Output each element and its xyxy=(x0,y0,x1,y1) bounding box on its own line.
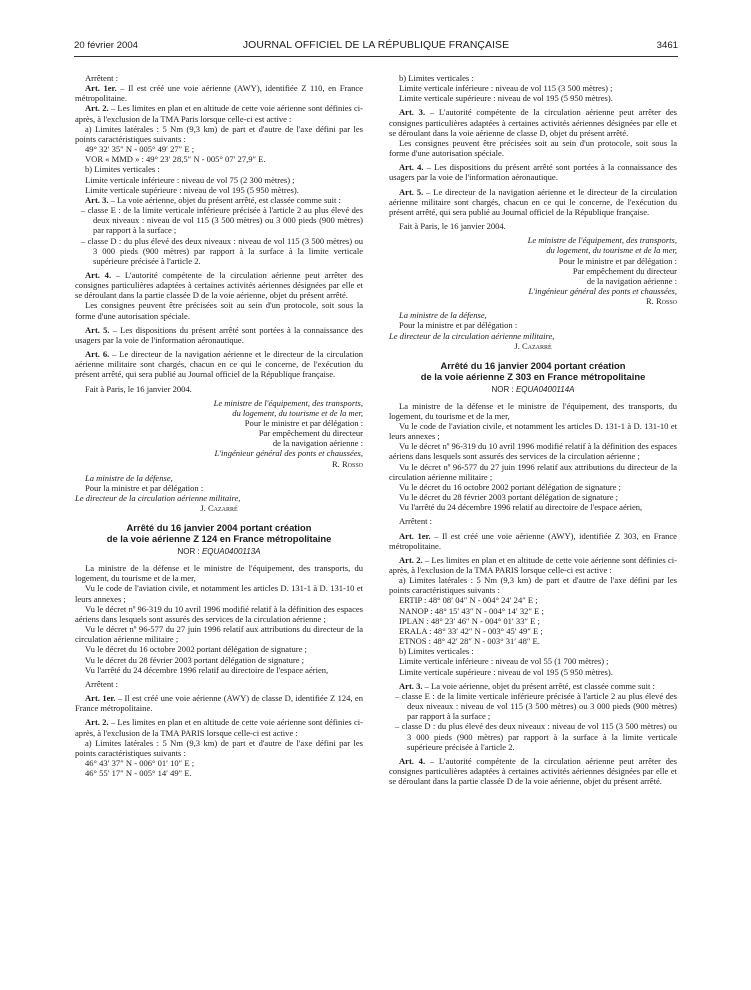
right-para-0 xyxy=(389,73,677,83)
right-para-18 xyxy=(389,341,677,351)
right-para-24 xyxy=(389,441,677,461)
article-label: Art. 1er. xyxy=(399,530,431,541)
left-para-22 xyxy=(75,448,363,458)
para-text: a) Limites latérales : 5 Nm (9,3 km) de part et d'autre de l'axe défini par les points caractéristiques suivants : xyxy=(75,123,363,144)
para-text: Arrêtent : xyxy=(399,516,432,527)
left-para-17 xyxy=(75,398,363,408)
left-para-25 xyxy=(75,483,363,493)
para-text: J. Cazarré xyxy=(514,340,552,351)
para-text: – Les limites en plan et en altitude de cette voie aérienne sont définies ci-après, à l'exclusion de la TMA Paris lorsque celle-ci est active : xyxy=(75,103,363,124)
para-text: 46° 55′ 17″ N - 005° 14′ 49″ E. xyxy=(85,768,192,779)
left-para-39 xyxy=(75,693,363,713)
article-label: Art. 5. xyxy=(85,324,110,335)
article-label: Art. 4. xyxy=(399,162,424,173)
article-label: Art. 4. xyxy=(85,269,112,280)
para-text: – Il est créé une voie aérienne (AWY), identifiée Z 303, en France métropolitaine. xyxy=(389,530,677,551)
para-text: Pour le ministre et par délégation : xyxy=(244,418,363,428)
left-para-23 xyxy=(75,459,363,469)
right-para-10 xyxy=(389,256,677,266)
right-para-34 xyxy=(389,606,677,616)
para-text: Pour le ministre et par délégation : xyxy=(558,255,677,266)
para-text: La ministre de la défense, xyxy=(399,310,487,321)
para-text: du logement, du tourisme et de la mer, xyxy=(546,245,677,256)
para-text: Fait à Paris, le 16 janvier 2004. xyxy=(85,383,192,394)
right-para-25 xyxy=(389,462,677,482)
right-para-35 xyxy=(389,616,677,626)
right-para-32 xyxy=(389,575,677,595)
left-para-15 xyxy=(75,349,363,379)
right-para-5 xyxy=(389,162,677,182)
right-para-30 xyxy=(389,531,677,551)
para-text: La ministre de la défense, xyxy=(85,472,173,483)
para-text: NOR : xyxy=(491,384,516,394)
para-text: de la navigation aérienne : xyxy=(586,275,677,286)
right-para-37 xyxy=(389,636,677,646)
para-text: J. Cazarré xyxy=(200,503,238,514)
left-para-31 xyxy=(75,563,363,583)
left-para-37 xyxy=(75,665,363,675)
left-para-13 xyxy=(75,300,363,320)
right-para-8 xyxy=(389,235,677,245)
para-text: – La voie aérienne, objet du présent arrêté, est classée comme suit : xyxy=(422,680,655,691)
para-text: Vu l'arrêté du 24 décembre 1996 relatif au directoire de l'espace aérien, xyxy=(85,664,329,675)
right-para-6 xyxy=(389,187,677,217)
journal-title: JOURNAL OFFICIEL DE LA RÉPUBLIQUE FRANÇAISE xyxy=(242,40,510,51)
para-text: Les consignes peuvent être précisées soit au sein d'un protocole, soit sous la forme d'une autorisation spéciale. xyxy=(389,137,677,159)
para-text: Vu le décret du 16 octobre 2002 portant délégation de signature ; xyxy=(399,481,621,492)
left-para-14 xyxy=(75,325,363,345)
article-label: Art. 1er. xyxy=(85,693,116,704)
para-text: – classe E : de la limite verticale inférieure précisée à l'article 2 au plus élevé des deux niveaux : niveau de vol 115 (3 500 mètres) ou 3 000 pieds (900 mètres) par rapport à la surface ; xyxy=(81,205,363,236)
para-text: Les consignes peuvent être précisées soit au sein d'un protocole, soit sous la forme d'une autorisation spéciale. xyxy=(75,300,363,321)
issue-date: 20 février 2004 xyxy=(74,40,138,51)
article-label: Art. 3. xyxy=(399,107,426,118)
right-para-44 xyxy=(389,756,677,786)
right-para-12 xyxy=(389,276,677,286)
left-para-2 xyxy=(75,103,363,123)
para-text: VOR « MMD » : 49° 23′ 28,5″ N - 005° 07′ 27,9″ E. xyxy=(85,154,266,165)
left-para-27 xyxy=(75,503,363,513)
para-text: ERTIP : 48° 08′ 04″ N - 004° 24′ 24″ E ; xyxy=(399,595,538,606)
para-text: La ministre de la défense et le ministre de l'équipement, des transports, du logement, du tourisme et de la mer, xyxy=(389,400,677,421)
para-text: NANOP : 48° 15′ 43″ N - 004° 14′ 32″ E ; xyxy=(399,605,544,616)
right-para-9 xyxy=(389,245,677,255)
left-para-5 xyxy=(75,154,363,164)
left-para-38 xyxy=(75,679,363,689)
left-para-3 xyxy=(75,124,363,144)
right-para-40 xyxy=(389,667,677,677)
right-para-4 xyxy=(389,138,677,158)
left-para-35 xyxy=(75,644,363,654)
left-para-8 xyxy=(75,185,363,195)
para-text: Limite verticale inférieure : niveau de vol 55 (1 700 mètres) ; xyxy=(399,656,609,667)
para-text: R. Rosso xyxy=(645,296,677,307)
para-text: NOR : xyxy=(177,547,202,556)
para-text: a) Limites latérales : 5 Nm (9,3 km) de part et d'autre de l'axe défini par les points caractéristiques suivants : xyxy=(389,575,677,596)
left-para-21 xyxy=(75,438,363,448)
left-para-42 xyxy=(75,758,363,768)
para-text: Limite verticale inférieure : niveau de vol 75 (2 300 mètres) ; xyxy=(85,174,295,185)
para-text: Le directeur de la circulation aérienne militaire, xyxy=(389,330,555,341)
left-para-9 xyxy=(75,195,363,205)
para-text: – L'autorité compétente de la circulation aérienne peut arrêter des consignes particulières adaptées à certaines activités aériennes désignées par elle et se déroulant dans la voie aérienne de classe D, objet du présent arrêté. xyxy=(389,107,677,138)
right-para-14 xyxy=(389,296,677,306)
right-para-26 xyxy=(389,482,677,492)
right-para-27 xyxy=(389,492,677,502)
left-para-26 xyxy=(75,493,363,503)
para-text: – Les dispositions du présent arrêté sont portées à la connaissance des usagers par la voie de l'information aéronautique. xyxy=(75,324,363,345)
left-para-0 xyxy=(75,73,363,83)
right-para-13 xyxy=(389,286,677,296)
para-text: Limite verticale supérieure : niveau de vol 195 (5 950 mètres). xyxy=(399,93,613,104)
right-para-36 xyxy=(389,626,677,636)
right-para-21: NOR : EQUA0400114A xyxy=(491,384,575,394)
para-text: – Le directeur de la navigation aérienne et le directeur de la circulation aérienne militaire sont chargés, chacun en ce qui le concerne, de l'exécution du présent arrêté, qui sera publié au Journal officiel de la République française. xyxy=(75,349,363,380)
para-text: IPLAN : 48° 23′ 46″ N - 004° 01′ 33″ E ; xyxy=(399,615,540,626)
para-text: Pour la ministre et par délégation : xyxy=(399,320,518,331)
para-text: – classe D : du plus élevé des deux niveaux : niveau de vol 115 (3 500 mètres) ou 3 000 pieds (900 mètres) par rapport à la surface à la limite verticale supérieure précisée à l'article 2. xyxy=(395,721,677,752)
right-para-2 xyxy=(389,93,677,103)
para-text: 49° 32′ 35″ N - 005° 49′ 27″ E ; xyxy=(85,144,195,155)
para-text: – classe E : de la limite verticale inférieure précisée à l'article 2 au plus élevé des deux niveaux : niveau de vol 115 (3 500 mètres) ou 3 000 pieds (900 mètres) par rapport à la surface ; xyxy=(395,690,677,722)
para-text: Fait à Paris, le 16 janvier 2004. xyxy=(399,221,506,232)
left-para-18 xyxy=(75,408,363,418)
article-label: Art. 2. xyxy=(399,554,423,565)
left-para-7 xyxy=(75,175,363,185)
left-para-4 xyxy=(75,144,363,154)
para-text: Vu le décret nº 96-319 du 10 avril 1996 modifié relatif à la définition des espaces aériens dans lesquels sont assurés des services de la circulation aérienne ; xyxy=(389,441,677,462)
para-text: Pour la ministre et par délégation : xyxy=(85,482,204,493)
article-label: Art. 1er. xyxy=(85,83,117,94)
left-para-36 xyxy=(75,655,363,665)
left-para-34 xyxy=(75,624,363,644)
right-para-28 xyxy=(389,502,677,512)
para-text: L'ingénieur général des ponts et chaussées, xyxy=(214,448,363,459)
left-para-6 xyxy=(75,164,363,174)
para-text: Arrêté du 16 janvier 2004 portant création xyxy=(126,522,312,534)
para-text: Arrêtent : xyxy=(85,678,118,689)
para-text: La ministre de la défense et le ministre de l'équipement, des transports, du logement, du tourisme et de la mer, xyxy=(75,563,363,584)
article-label: Art. 2. xyxy=(85,717,109,728)
right-para-41 xyxy=(389,681,677,691)
left-para-11 xyxy=(75,236,363,266)
right-para-3 xyxy=(389,107,677,137)
page-number: 3461 xyxy=(656,40,678,51)
para-text: b) Limites verticales : xyxy=(85,164,160,175)
right-para-16 xyxy=(389,320,677,330)
para-text: Le directeur de la circulation aérienne militaire, xyxy=(75,493,241,504)
article-label: Art. 3. xyxy=(399,680,423,691)
article-label: Art. 5. xyxy=(399,186,424,197)
para-text: – Il est créé une voie aérienne (AWY), identifiée Z 110, en France métropolitaine. xyxy=(75,83,363,104)
right-para-15 xyxy=(389,310,677,320)
para-text: Limite verticale supérieure : niveau de vol 195 (5 950 mètres). xyxy=(85,184,299,195)
right-para-33 xyxy=(389,595,677,605)
para-text: Vu le décret nº 96-577 du 27 juin 1996 relatif aux attributions du directeur de la circulation aérienne militaire ; xyxy=(389,461,677,482)
left-para-30: NOR : EQUA0400113A xyxy=(177,547,261,556)
article-label: Art. 6. xyxy=(85,349,110,360)
right-para-29 xyxy=(389,516,677,526)
right-para-22 xyxy=(389,401,677,421)
left-para-1 xyxy=(75,83,363,103)
left-para-41 xyxy=(75,738,363,758)
right-para-42 xyxy=(389,691,677,721)
para-text: ETNOS : 48° 42′ 28″ N - 003° 31′ 48″ E. xyxy=(399,636,540,647)
left-para-40 xyxy=(75,717,363,737)
left-para-29 xyxy=(75,534,363,545)
para-text: 46° 43′ 37″ N - 006° 01′ 10″ E ; xyxy=(85,757,195,768)
para-text: – Le directeur de la navigation aérienne et le directeur de la circulation aérienne militaire sont chargés, chacun en ce qui le concerne, de l'exécution du présent arrêté, qui sera publié au Journal officiel de la République française. xyxy=(389,186,677,217)
article-label: Art. 2. xyxy=(85,103,109,114)
right-column xyxy=(389,73,677,786)
right-para-39 xyxy=(389,656,677,666)
article-label: Art. 3. xyxy=(85,194,109,205)
left-para-16 xyxy=(75,384,363,394)
para-text: Vu le décret nº 96-577 du 27 juin 1996 relatif aux attributions du directeur de la circulation aérienne militaire ; xyxy=(75,624,363,645)
para-text: de la voie aérienne Z 303 en France métropolitaine xyxy=(420,370,646,382)
para-text: Vu le décret nº 96-319 du 10 avril 1996 modifié relatif à la définition des espaces aériens dans lesquels sont assurés des services de la circulation aérienne ; xyxy=(75,603,363,624)
right-para-7 xyxy=(389,221,677,231)
para-text: – La voie aérienne, objet du présent arrêté, est classée comme suit : xyxy=(108,194,341,205)
para-text: – classe D : du plus élevé des deux niveaux : niveau de vol 115 (3 500 mètres) ou 3 000 pieds (900 mètres) par rapport à la surface à la limite verticale supérieure précisée à l'article 2. xyxy=(81,235,363,266)
right-para-38 xyxy=(389,646,677,656)
right-para-43 xyxy=(389,721,677,751)
right-para-20 xyxy=(389,372,677,383)
para-text: – L'autorité compétente de la circulation aérienne peut arrêter des consignes particulières adaptées à certaines activités aériennes désignées par elle et se déroulant dans la partie classée D de la voie aérienne, objet du présent arrêté. xyxy=(75,269,363,301)
header-rule xyxy=(74,56,678,57)
page-header xyxy=(74,40,678,54)
para-text: – L'autorité compétente de la circulation aérienne peut arrêter des consignes particulières adaptées à certaines activités aériennes désignées par elle et se déroulant dans la partie classée D de la voie aérienne, objet du présent arrêté. xyxy=(389,755,677,787)
left-para-24 xyxy=(75,473,363,483)
para-text: R. Rosso xyxy=(331,458,363,469)
para-text: Vu le décret du 28 février 2003 portant délégation de signature ; xyxy=(85,654,305,665)
right-para-11 xyxy=(389,266,677,276)
para-text: – Les limites en plan et en altitude de cette voie aérienne sont définies ci-après, à l'exclusion de la TMA PARIS lorsque celle-ci est active : xyxy=(75,717,363,738)
article-label: Art. 4. xyxy=(399,755,426,766)
right-para-23 xyxy=(389,421,677,441)
para-text: Vu le code de l'aviation civile, et notamment les articles D. 131-1 à D. 131-10 et leurs annexes ; xyxy=(389,420,677,442)
para-text: b) Limites verticales : xyxy=(399,73,474,83)
para-text: L'ingénieur général des ponts et chaussées, xyxy=(528,285,677,296)
left-para-19 xyxy=(75,418,363,428)
para-text: – Il est créé une voie aérienne (AWY) de classe D, identifiée Z 124, en France métropolitaine. xyxy=(75,693,363,714)
left-para-43 xyxy=(75,768,363,778)
para-text: Arrêtent : xyxy=(85,73,118,83)
para-text: b) Limites verticales : xyxy=(399,646,474,657)
para-text: Arrêté du 16 janvier 2004 portant création xyxy=(440,359,626,371)
left-para-20 xyxy=(75,428,363,438)
para-text: Limite verticale supérieure : niveau de vol 195 (5 950 mètres). xyxy=(399,666,613,677)
left-para-12 xyxy=(75,270,363,300)
right-para-17 xyxy=(389,331,677,341)
para-text: – Les limites en plan et en altitude de cette voie aérienne sont définies ci-après, à l'exclusion de la TMA PARIS lorsque celle-ci est active : xyxy=(389,554,677,575)
para-text: du logement, du tourisme et de la mer, xyxy=(232,407,363,418)
right-para-31 xyxy=(389,555,677,575)
para-text: Le ministre de l'équipement, des transports, xyxy=(213,397,363,408)
para-text: Vu le décret du 28 février 2003 portant délégation de signature ; xyxy=(399,492,619,503)
para-text: Vu le code de l'aviation civile, et notamment les articles D. 131-1 à D. 131-10 et leurs annexes ; xyxy=(75,583,363,604)
para-text: Limite verticale inférieure : niveau de vol 115 (3 500 mètres) ; xyxy=(399,83,613,94)
para-text: Vu l'arrêté du 24 décembre 1996 relatif au directoire de l'espace aérien, xyxy=(399,502,643,513)
para-text: Par empêchement du directeur xyxy=(572,265,677,276)
right-para-1 xyxy=(389,83,677,93)
para-text: ERALA : 48° 33′ 42″ N - 003° 45′ 49″ E ; xyxy=(399,625,543,636)
left-para-32 xyxy=(75,583,363,603)
para-text: a) Limites latérales : 5 Nm (9,3 km) de part et d'autre de l'axe défini par les points caractéristiques suivants : xyxy=(75,737,363,758)
para-text: Le ministre de l'équipement, des transports, xyxy=(527,235,677,246)
left-para-33 xyxy=(75,604,363,624)
para-text: de la voie aérienne Z 124 en France métropolitaine xyxy=(106,533,332,545)
para-text: Par empêchement du directeur xyxy=(258,428,363,439)
para-text: de la navigation aérienne : xyxy=(272,438,363,449)
left-para-10 xyxy=(75,205,363,235)
left-column xyxy=(75,73,363,778)
para-text: – Les dispositions du présent arrêté sont portées à la connaissance des usagers par la voie de l'information aéronautique. xyxy=(389,162,677,183)
para-text: Vu le décret du 16 octobre 2002 portant délégation de signature ; xyxy=(85,644,307,655)
